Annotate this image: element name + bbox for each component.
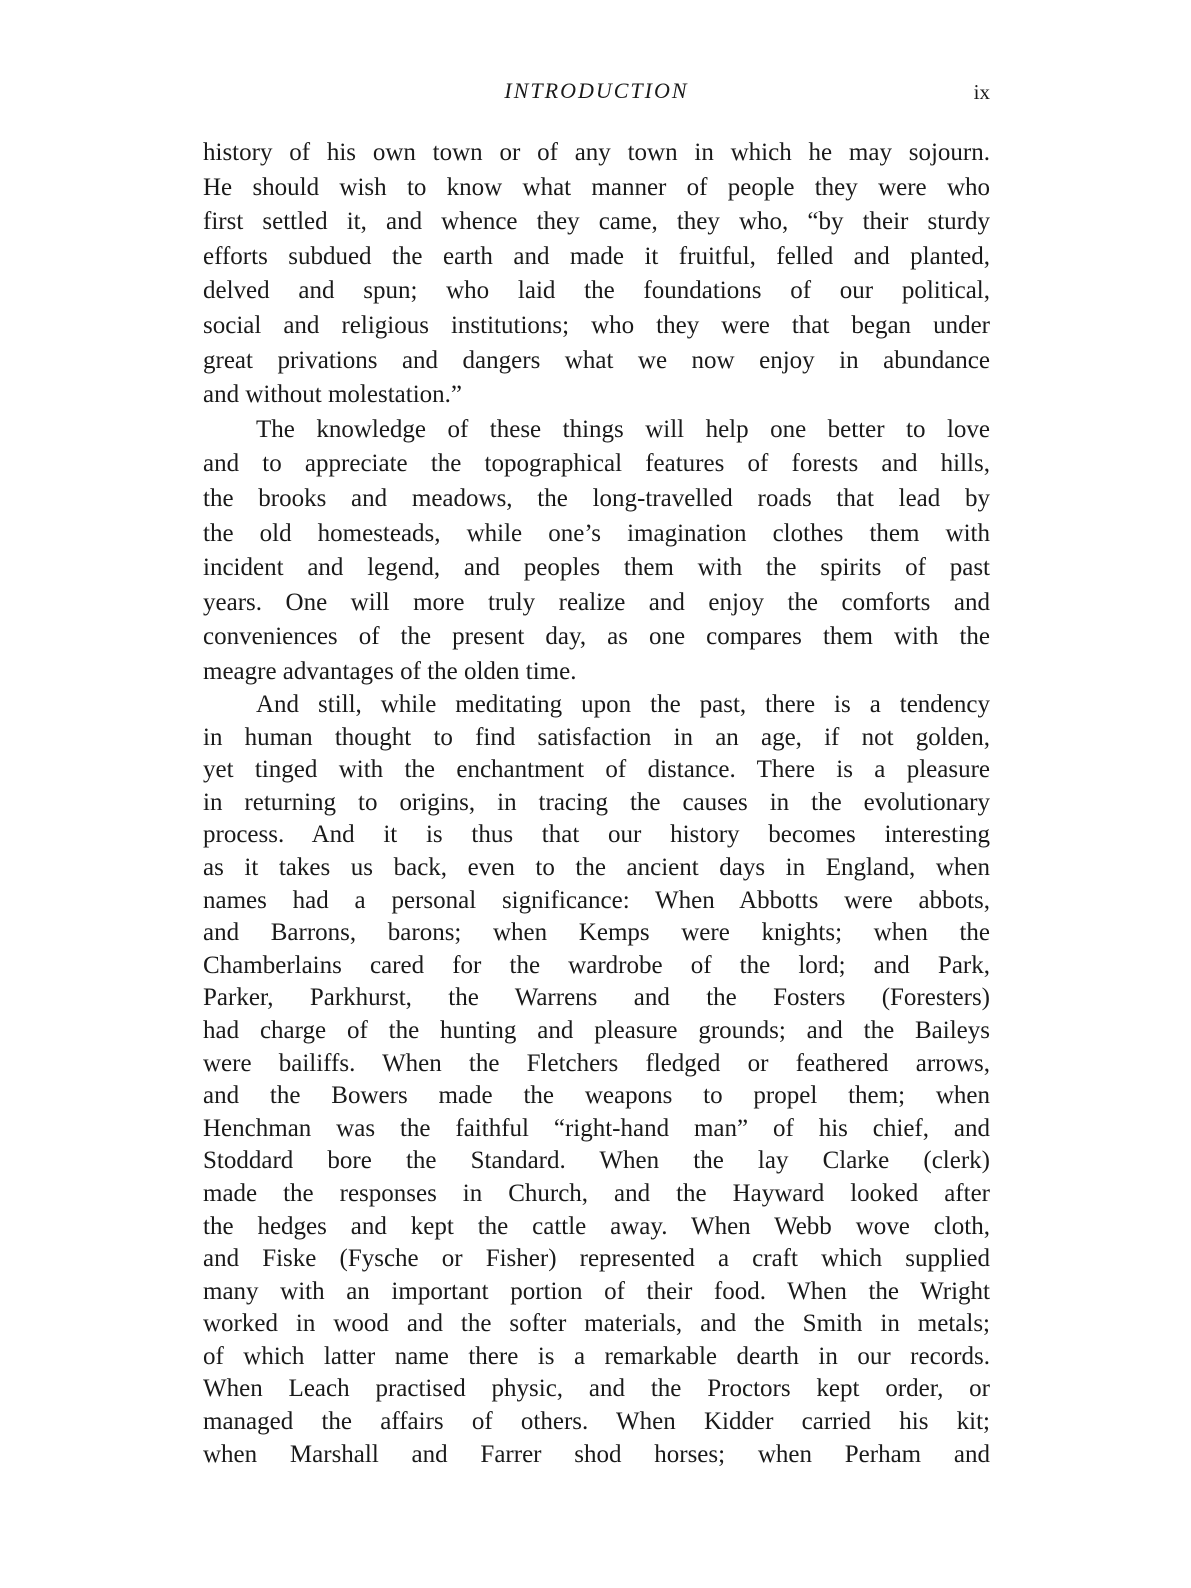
text-line: names had a personal significance: When Abbotts were abbots, bbox=[203, 886, 990, 914]
text-block-upper bbox=[203, 136, 990, 690]
text-line: When Leach practised physic, and the Proctors kept order, or bbox=[203, 1375, 990, 1403]
paragraph bbox=[203, 413, 990, 690]
text-line: social and religious institutions; who they were that began under bbox=[203, 311, 990, 339]
text-line: great privations and dangers what we now enjoy in abundance bbox=[203, 346, 990, 374]
text-line: worked in wood and the softer materials, and the Smith in metals; bbox=[203, 1310, 990, 1338]
text-line: Parker, Parkhurst, the Warrens and the Fosters (Foresters) bbox=[203, 984, 990, 1012]
text-line: made the responses in Church, and the Hayward looked after bbox=[203, 1179, 990, 1207]
text-block-lower bbox=[203, 689, 990, 1471]
paragraph bbox=[203, 136, 990, 413]
running-title: INTRODUCTION bbox=[504, 78, 689, 103]
text-line: history of his own town or of any town in which he may sojourn. bbox=[203, 139, 990, 166]
page-header bbox=[203, 78, 990, 108]
text-line: and Fiske (Fysche or Fisher) represented a craft which supplied bbox=[203, 1245, 990, 1273]
text-line: He should wish to know what manner of people they were who bbox=[203, 173, 990, 201]
text-line: Stoddard bore the Standard. When the lay Clarke (clerk) bbox=[203, 1147, 990, 1175]
text-line: meagre advantages of the olden time. bbox=[203, 657, 577, 685]
text-line: delved and spun; who laid the foundations of our political, bbox=[203, 277, 990, 305]
text-line: conveniences of the present day, as one compares them with the bbox=[203, 623, 990, 651]
text-line: The knowledge of these things will help one better to love bbox=[256, 415, 990, 443]
text-line: managed the affairs of others. When Kidder carried his kit; bbox=[203, 1408, 990, 1436]
text-line: Henchman was the faithful “right-hand man” of his chief, and bbox=[203, 1114, 990, 1142]
text-line: the brooks and meadows, the long-travelled roads that lead by bbox=[203, 484, 990, 512]
text-line: the old homesteads, while one’s imagination clothes them with bbox=[203, 519, 990, 547]
page-number: ix bbox=[973, 80, 990, 104]
text-line: in human thought to find satisfaction in an age, if not golden, bbox=[203, 723, 990, 751]
text-line: and the Bowers made the weapons to propel them; when bbox=[203, 1082, 990, 1110]
text-line: years. One will more truly realize and enjoy the comforts and bbox=[203, 588, 990, 616]
text-line: had charge of the hunting and pleasure grounds; and the Baileys bbox=[203, 1016, 990, 1044]
text-line: and Barrons, barons; when Kemps were knights; when the bbox=[203, 919, 990, 947]
text-line: and without molestation.” bbox=[203, 381, 462, 409]
text-line: efforts subdued the earth and made it fruitful, felled and planted, bbox=[203, 242, 990, 270]
text-line: were bailiffs. When the Fletchers fledged or feathered arrows, bbox=[203, 1049, 990, 1077]
text-line: yet tinged with the enchantment of distance. There is a pleasure bbox=[203, 756, 990, 784]
text-line: many with an important portion of their food. When the Wright bbox=[203, 1277, 990, 1305]
text-line: and to appreciate the topographical features of forests and hills, bbox=[203, 450, 990, 478]
paragraph bbox=[203, 689, 990, 1471]
text-line: of which latter name there is a remarkable dearth in our records. bbox=[203, 1342, 990, 1370]
text-line: when Marshall and Farrer shod horses; when Perham and bbox=[203, 1440, 990, 1468]
text-line: in returning to origins, in tracing the causes in the evolutionary bbox=[203, 788, 990, 816]
text-line: as it takes us back, even to the ancient days in England, when bbox=[203, 853, 990, 881]
text-line: the hedges and kept the cattle away. When Webb wove cloth, bbox=[203, 1212, 990, 1240]
text-line: incident and legend, and peoples them with the spirits of past bbox=[203, 554, 990, 582]
text-line: process. And it is thus that our history becomes interesting bbox=[203, 821, 990, 849]
text-line: first settled it, and whence they came, they who, “by their sturdy bbox=[203, 208, 990, 236]
text-line: And still, while meditating upon the past, there is a tendency bbox=[256, 691, 990, 718]
text-line: Chamberlains cared for the wardrobe of the lord; and Park, bbox=[203, 951, 990, 979]
